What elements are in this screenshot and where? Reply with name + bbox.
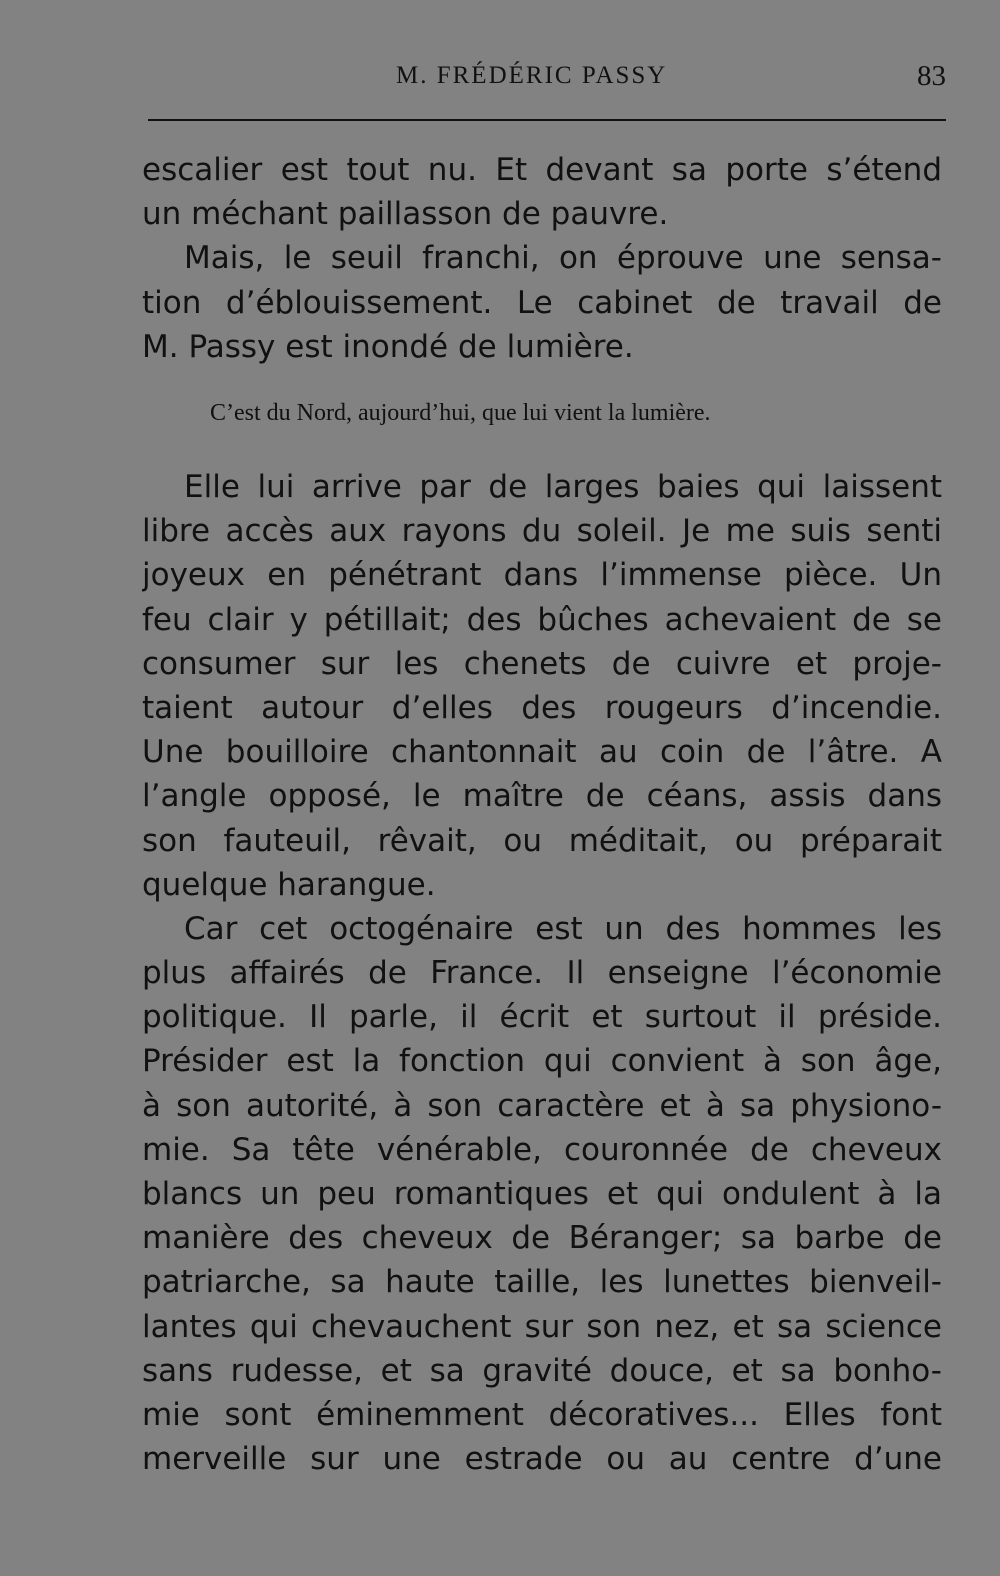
paragraph-4-line-10: lantes qui chevauchent sur son nez, et sa science (142, 1308, 942, 1345)
paragraph-1-line-1: escalier est tout nu. Et devant sa porte s’étend (142, 152, 942, 188)
paragraph-4-line-2: plus affairés de France. Il enseigne l’économie (142, 955, 942, 992)
paragraph-2-line-2: tion d’éblouissement. Le cabinet de travail de (142, 284, 942, 321)
paragraph-3-line-5: consumer sur les chenets de cuivre et proje- (142, 645, 942, 682)
paragraph-3-line-6: taient autour d’elles des rougeurs d’incendie. (142, 689, 942, 726)
quoted-line: C’est du Nord, aujourd’hui, que lui vient la lumière. (210, 400, 711, 426)
page-number: 83 (917, 60, 946, 92)
paragraph-3-line-8: l’angle opposé, le maître de céans, assis dans (142, 778, 942, 815)
paragraph-4-line-6: mie. Sa tête vénérable, couronnée de cheveux (142, 1131, 942, 1168)
running-header (148, 54, 946, 98)
paragraph-4-line-8: manière des cheveux de Béranger; sa barbe de (142, 1220, 942, 1257)
paragraph-4-line-5: à son autorité, à son caractère et à sa physiono- (142, 1087, 942, 1124)
paragraph-4-line-11: sans rudesse, et sa gravité douce, et sa bonho- (142, 1352, 942, 1389)
paragraph-3-line-4: feu clair y pétillait; des bûches achevaient de se (142, 601, 942, 638)
paragraph-3-line-1: Elle lui arrive par de larges baies qui laissent (184, 469, 942, 505)
paragraph-3-line-7: Une bouilloire chantonnait au coin de l’âtre. A (142, 734, 942, 771)
paragraph-2-line-3: M. Passy est inondé de lumière. (142, 328, 634, 365)
paragraph-4-line-1: Car cet octogénaire est un des hommes les (184, 910, 942, 947)
paragraph-3-line-2: libre accès aux rayons du soleil. Je me suis senti (142, 513, 942, 550)
paragraph-3-line-3: joyeux en pénétrant dans l’immense pièce. Un (142, 557, 942, 594)
lower-text-block (142, 465, 942, 1481)
paragraph-4-line-4: Présider est la fonction qui convient à son âge, (142, 1043, 942, 1080)
running-title: M. FRÉDÉRIC PASSY (396, 62, 668, 89)
paragraph-4-line-13: merveille sur une estrade ou au centre d’une (142, 1441, 942, 1478)
upper-text-block (142, 148, 942, 369)
paragraph-1-line-2: un méchant paillasson de pauvre. (142, 196, 669, 233)
paragraph-2-line-1: Mais, le seuil franchi, on éprouve une sensa- (184, 240, 942, 277)
paragraph-4-line-3: politique. Il parle, il écrit et surtout il préside. (142, 999, 942, 1036)
paragraph-4-line-12: mie sont éminemment décoratives... Elles font (142, 1396, 942, 1433)
paragraph-3-line-9: son fauteuil, rêvait, ou méditait, ou préparait (142, 822, 942, 859)
header-rule (148, 119, 946, 121)
paragraph-4-line-7: blancs un peu romantiques et qui ondulent à la (142, 1176, 942, 1212)
paragraph-4-line-9: patriarche, sa haute taille, les lunettes bienveil- (142, 1264, 942, 1301)
paragraph-3-line-10: quelque harangue. (142, 866, 436, 903)
